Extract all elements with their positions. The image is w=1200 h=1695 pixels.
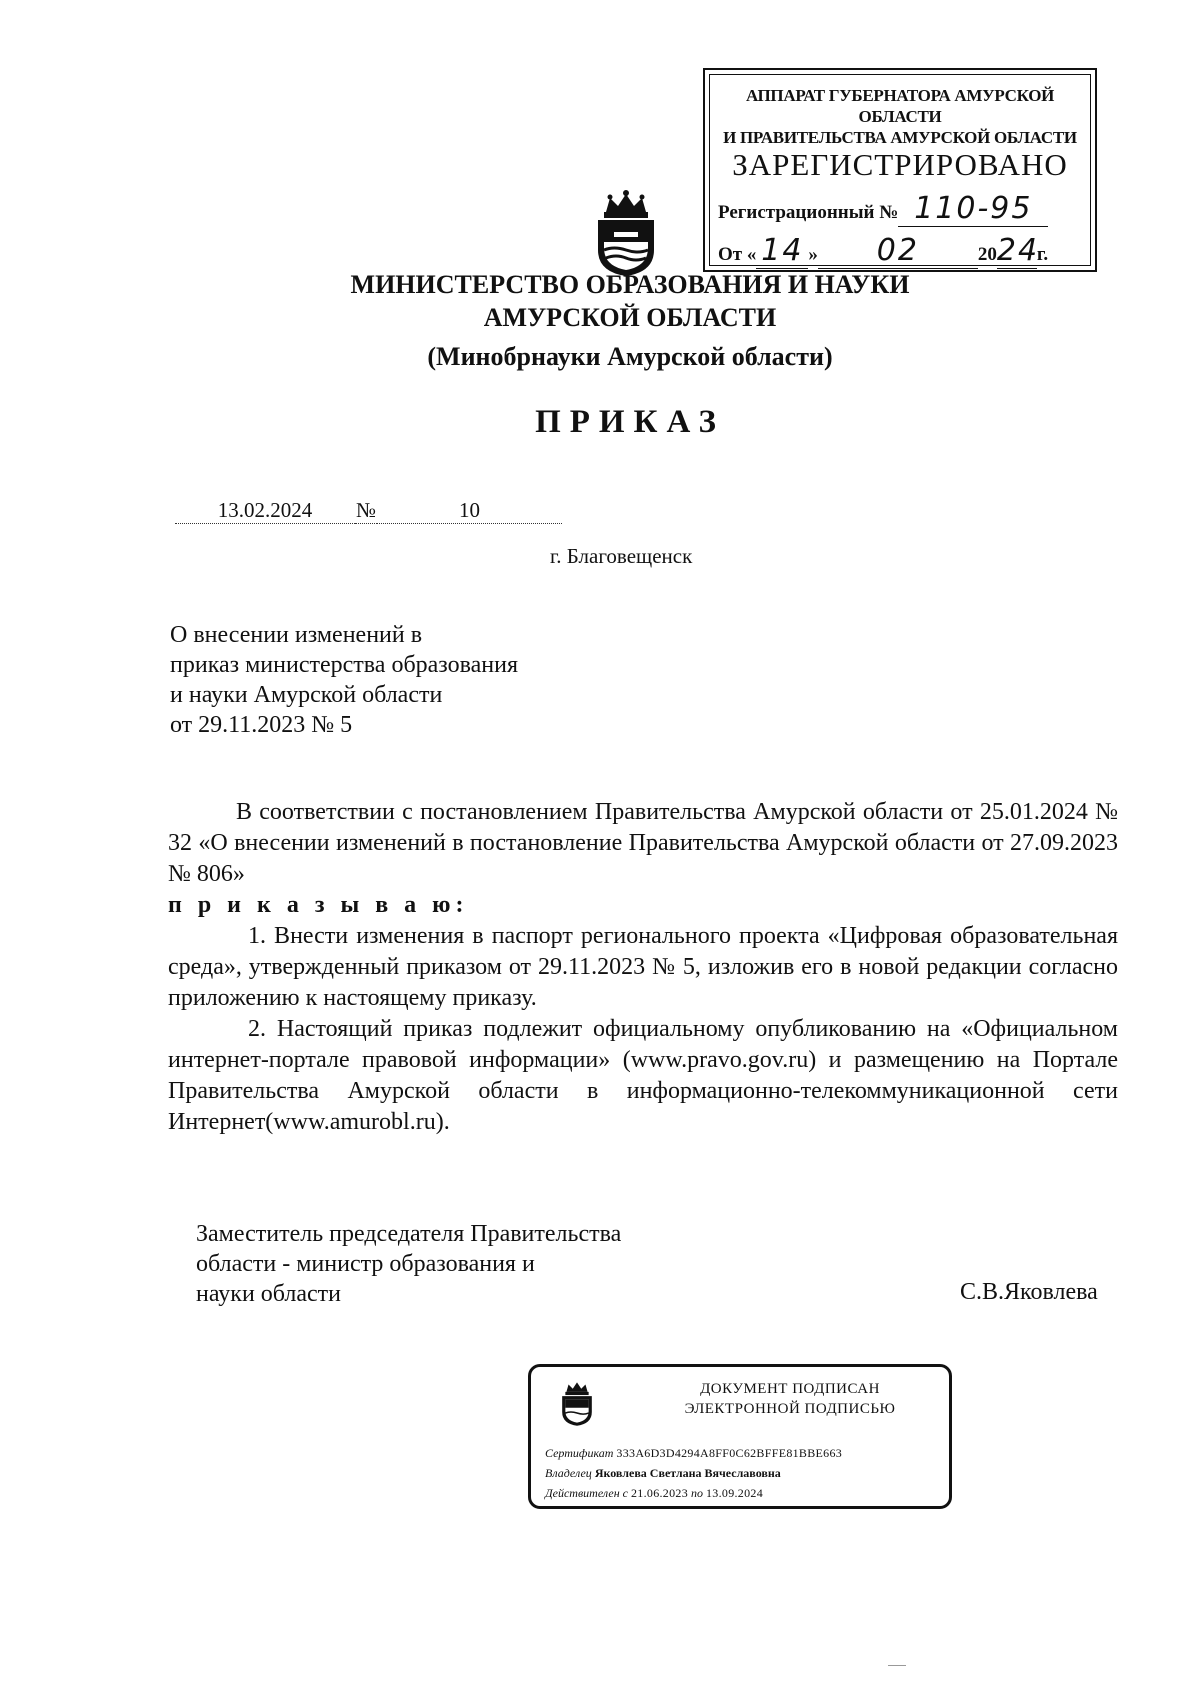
- registration-month: 02: [818, 233, 978, 269]
- esig-heading: [641, 1379, 939, 1419]
- esig-heading-line1: ДОКУМЕНТ ПОДПИСАН: [700, 1381, 880, 1397]
- order-number: 10: [377, 498, 562, 524]
- registration-stamp-org: [710, 85, 1090, 148]
- registration-year-prefix: 20: [977, 244, 997, 265]
- signatory-position: [196, 1219, 621, 1309]
- order-body: [168, 797, 1118, 1138]
- esig-coat-of-arms-icon: [559, 1379, 595, 1427]
- esig-certificate-label: Сертификат: [545, 1446, 614, 1460]
- body-item-2: 2. Настоящий приказ подлежит официальному опубликованию на «Официальном интернет-портале правовой информации» (www.pravo.gov.ru) и размещению на Портале Правительства Амурской области в информационно-телекоммуникационной сети Интернет(www.amurobl.ru).: [168, 1016, 1118, 1135]
- signatory-position-line: Заместитель председателя Правительства: [196, 1221, 622, 1247]
- registration-org-line1: АППАРАТ ГУБЕРНАТОРА АМУРСКОЙ ОБЛАСТИ: [745, 86, 1055, 126]
- registration-number-line: [718, 191, 1048, 227]
- esig-valid-to-label: по: [691, 1486, 703, 1500]
- ministry-short-name: (Минобрнауки Амурской области): [427, 342, 833, 371]
- body-item-1: 1. Внести изменения в паспорт регионального проекта «Цифровая образовательная среда», утвержденный приказом от 29.11.2023 № 5, изложив его в новой редакции согласно приложению к настоящему приказу.: [168, 923, 1118, 1011]
- subject-line: от 29.11.2023 № 5: [170, 712, 353, 738]
- body-preamble: В соответствии с постановлением Правительства Амурской области от 25.01.2024 № 32 «О внесении изменений в постановление Правительства Амурской области от 27.09.2023 № 806»: [168, 799, 1118, 887]
- registration-org-line2: И ПРАВИТЕЛЬСТВА АМУРСКОЙ ОБЛАСТИ: [723, 128, 1077, 147]
- esig-valid-to: 13.09.2024: [706, 1486, 763, 1500]
- subject-line: и науки Амурской области: [170, 682, 443, 708]
- esig-owner-label: Владелец: [545, 1466, 592, 1480]
- registration-day: 14: [756, 233, 808, 269]
- registration-date-line: [718, 233, 1048, 269]
- esig-certificate-row: [545, 1443, 842, 1463]
- esig-certificate-value: 333A6D3D4294A8FF0C62BFFE81BBE663: [616, 1446, 843, 1460]
- esig-valid-from: 21.06.2023: [631, 1486, 688, 1500]
- signatory-position-line: области - министр образования и: [196, 1251, 535, 1277]
- registration-year-suffix: 24: [996, 233, 1040, 268]
- body-order-word: п р и к а з ы в а ю:: [168, 892, 469, 918]
- registration-date-mid: »: [808, 244, 818, 265]
- subject-line: О внесении изменений в: [170, 622, 423, 648]
- esig-valid-label: Действителен: [545, 1486, 620, 1500]
- registration-number-value: 110-95: [898, 191, 1048, 227]
- order-city: г. Благовещенск: [550, 544, 693, 568]
- esig-valid-from-label: с: [622, 1486, 628, 1500]
- esig-details: [545, 1443, 842, 1503]
- order-date-number-line: [175, 498, 562, 524]
- document-type-title: ПРИКАЗ: [535, 404, 725, 440]
- esig-owner-value: Яковлева Светлана Вячеславовна: [594, 1466, 781, 1480]
- esig-validity-row: [545, 1483, 842, 1503]
- registration-year-end: г.: [1036, 244, 1049, 265]
- registration-title: ЗАРЕГИСТРИРОВАНО: [732, 147, 1068, 182]
- signatory-name: С.В.Яковлева: [960, 1279, 1098, 1305]
- registration-stamp: [703, 68, 1097, 272]
- ministry-name-line2: АМУРСКОЙ ОБЛАСТИ: [483, 303, 777, 332]
- order-number-label: №: [355, 498, 377, 522]
- coat-of-arms-icon: [592, 188, 660, 278]
- order-date: 13.02.2024: [175, 498, 355, 524]
- electronic-signature-stamp: [528, 1364, 952, 1509]
- esig-owner-row: [545, 1463, 842, 1483]
- scan-artifact: [888, 1665, 906, 1666]
- ministry-name-line1: МИНИСТЕРСТВО ОБРАЗОВАНИЯ И НАУКИ: [350, 270, 910, 299]
- subject-line: приказ министерства образования: [170, 652, 519, 678]
- registration-number-label: Регистрационный №: [718, 202, 899, 223]
- signatory-position-line: науки области: [196, 1281, 342, 1307]
- order-subject: [170, 620, 518, 740]
- esig-heading-line2: ЭЛЕКТРОННОЙ ПОДПИСЬЮ: [684, 1401, 896, 1417]
- registration-date-prefix: От «: [718, 244, 757, 265]
